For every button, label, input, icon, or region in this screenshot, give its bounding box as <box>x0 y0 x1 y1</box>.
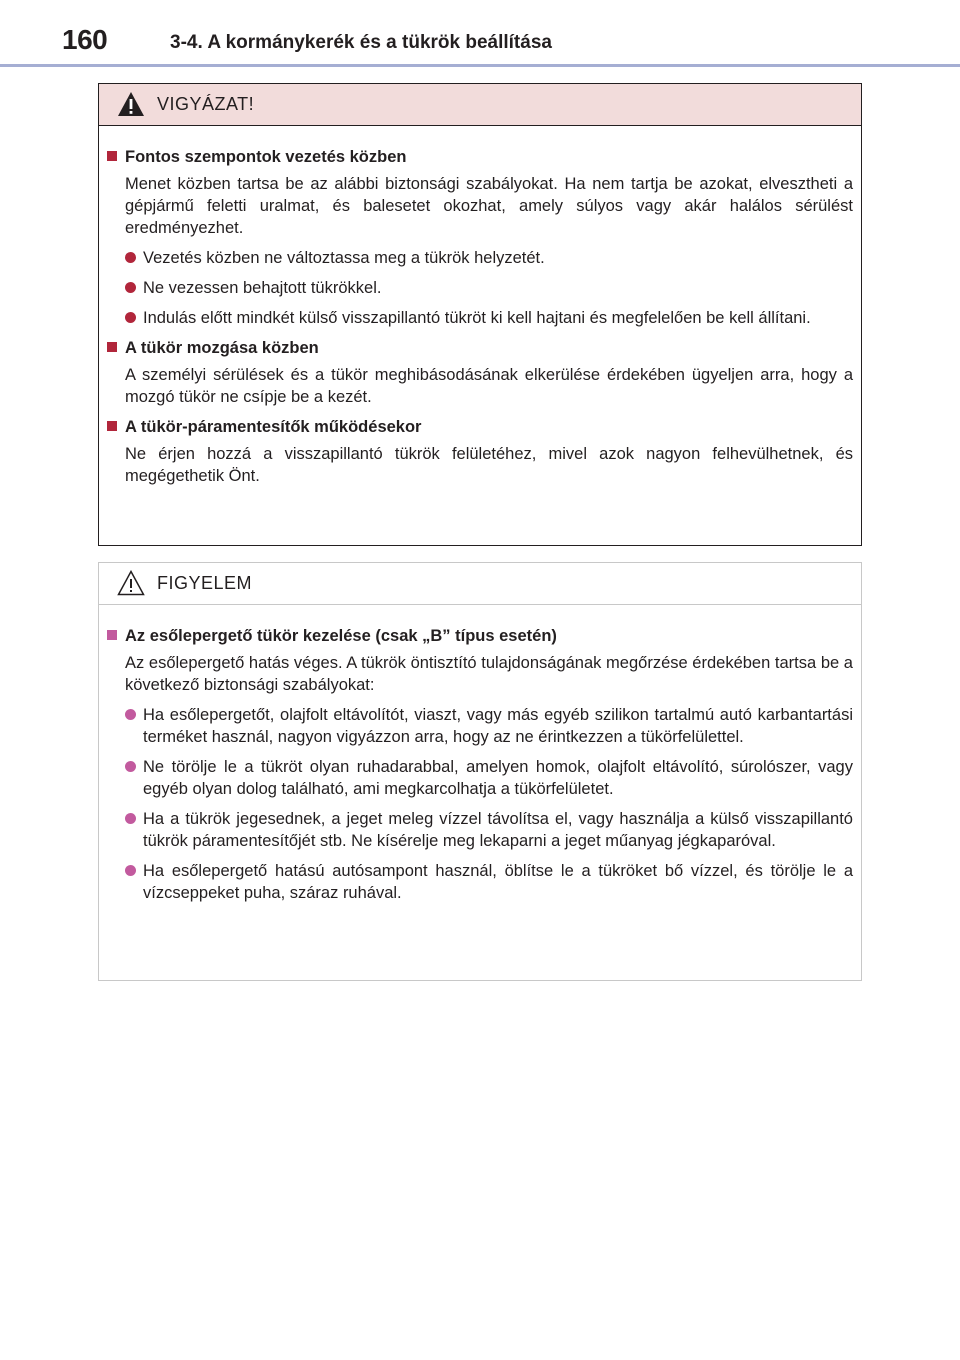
header-divider <box>0 64 960 67</box>
section-title: A tükör mozgása közben <box>125 339 319 357</box>
caution-section <box>107 414 853 487</box>
notice-triangle-icon <box>117 570 145 596</box>
square-bullet-icon <box>107 421 117 431</box>
section-paragraph: Menet közben tartsa be az alábbi biztonsági szabályokat. Ha nem tartja be azokat, elvesztheti a gépjármű feletti uralmat, és balesetet okozhat, amely súlyos vagy akár halálos sérülést eredményezhet. <box>125 175 853 237</box>
dot-bullet-icon <box>125 312 136 323</box>
list-item: Ha esőlepergetőt, olajfolt eltávolítót, viaszt, vagy más egyéb szilikon tartalmú autó karbantartási terméket használ, nagyon vigyázzon arra, hogy az ne érintkezzen a tükörfelülettel. <box>125 704 853 748</box>
dot-bullet-icon <box>125 252 136 263</box>
caution-header <box>99 84 861 126</box>
page-header <box>0 0 960 68</box>
notice-box <box>98 562 862 981</box>
square-bullet-icon <box>107 151 117 161</box>
section-title: A tükör-páramentesítők működésekor <box>125 418 422 436</box>
section-paragraph: Az esőlepergető hatás véges. A tükrök öntisztító tulajdonságának megőrzése érdekében tartsa be a következő biztonsági szabályokat: <box>125 654 853 694</box>
list-item: Ha esőlepergető hatású autósampont használ, öblítse le a tükröket bő vízzel, és törölje le a vízcseppeket puha, száraz ruhával. <box>125 860 853 904</box>
notice-section <box>107 623 853 904</box>
list-item: Ne törölje le a tükröt olyan ruhadarabbal, amelyen homok, olajfolt eltávolító, súrolószer, vagy egyéb olyan dolog található, ami megkarcolhatja a tükörfelületet. <box>125 756 853 800</box>
dot-bullet-icon <box>125 282 136 293</box>
dot-bullet-icon <box>125 761 136 772</box>
section-paragraph: A személyi sérülések és a tükör meghibásodásának elkerülése érdekében ügyeljen arra, hogy a mozgó tükör ne csípje be a kezét. <box>125 366 853 406</box>
list-item: Vezetés közben ne változtassa meg a tükrök helyzetét. <box>125 247 853 269</box>
list-item: Indulás előtt mindkét külső visszapillantó tükröt ki kell hajtani és megfelelően be kell állítani. <box>125 307 853 329</box>
section-title: Az esőlepergető tükör kezelése (csak „B” típus esetén) <box>125 627 557 645</box>
dot-bullet-icon <box>125 813 136 824</box>
notice-header <box>99 563 861 605</box>
page-number: 160 <box>62 24 108 55</box>
section-paragraph: Ne érjen hozzá a visszapillantó tükrök felületéhez, mivel azok nagyon felhevülhetnek, és megégethetik Önt. <box>125 445 853 485</box>
caution-section <box>107 335 853 408</box>
list-item: Ne vezessen behajtott tükrökkel. <box>125 277 853 299</box>
list-item: Ha a tükrök jegesednek, a jeget meleg vízzel távolítsa el, vagy használja a külső visszapillantó tükrök páramentesítőjét stb. Ne kísérelje meg lekaparni a jeget műanyag jégkaparóval. <box>125 808 853 852</box>
warning-triangle-icon <box>117 91 145 117</box>
caution-section <box>107 144 853 329</box>
caution-title: VIGYÁZAT! <box>157 94 255 114</box>
dot-bullet-icon <box>125 709 136 720</box>
section-title: Fontos szempontok vezetés közben <box>125 148 407 166</box>
square-bullet-icon <box>107 630 117 640</box>
square-bullet-icon <box>107 342 117 352</box>
caution-box <box>98 83 862 546</box>
notice-title: FIGYELEM <box>157 573 253 593</box>
dot-bullet-icon <box>125 865 136 876</box>
chapter-title: 3-4. A kormánykerék és a tükrök beállítása <box>170 32 552 53</box>
